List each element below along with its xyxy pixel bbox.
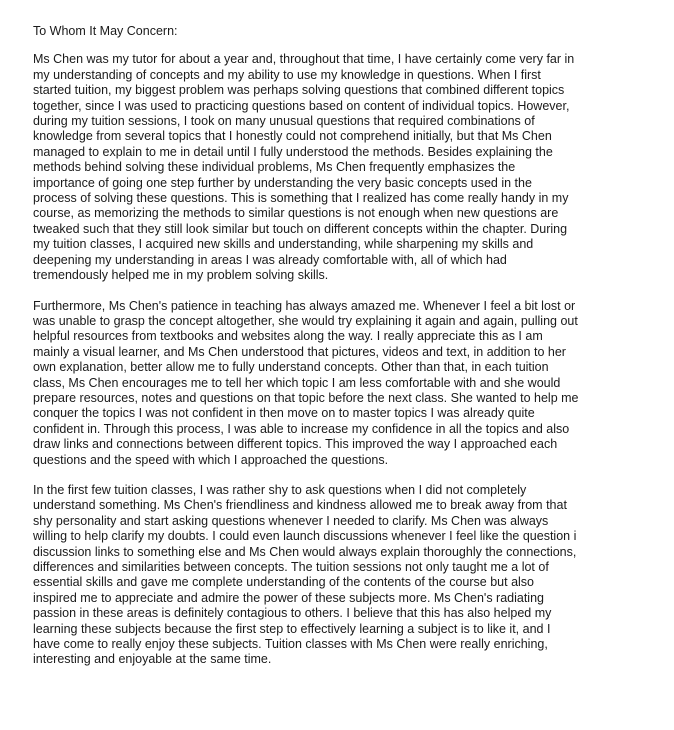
text-line: Furthermore, Ms Chen's patience in teaching has always amazed me. Whenever I feel a bit lost or xyxy=(33,298,576,313)
text-line: managed to explain to me in detail until I fully understood the methods. Besides explaining the xyxy=(33,144,553,159)
text-line: my understanding of concepts and my ability to use my knowledge in questions. When I first xyxy=(33,67,541,82)
text-line: conquer the topics I was not confident in then move on to master topics I was already quite xyxy=(33,406,535,421)
text-line: interesting and enjoyable at the same time. xyxy=(33,652,272,667)
text-line: deepening my understanding in areas I was already comfortable with, all of which had xyxy=(33,252,507,267)
text-line: process of solving these questions. This is something that I realized has come really handy in my xyxy=(33,191,569,206)
text-line: learning these subjects because the first step to effectively learning a subject is to like it, and I xyxy=(33,621,551,636)
text-line: shy personality and start asking questions whenever I needed to clarify. Ms Chen was always xyxy=(33,513,549,528)
paragraph-1 xyxy=(33,52,655,283)
text-line: own explanation, better allow me to fully understand concepts. Other than that, in each tuition xyxy=(33,360,549,375)
text-line: draw links and connections between different topics. This improved the way I approached each xyxy=(33,437,558,452)
text-line: inspired me to appreciate and admire the power of these subjects more. Ms Chen's radiating xyxy=(33,590,544,605)
text-line: during my tuition sessions, I took on many unusual questions that required combinations of xyxy=(33,114,535,129)
paragraph-3 xyxy=(33,483,655,668)
text-line: In the first few tuition classes, I was rather shy to ask questions when I did not completely xyxy=(33,482,527,497)
text-line: course, as memorizing the methods to similar questions is not enough when new questions are xyxy=(33,206,559,221)
text-line: knowledge from several topics that I honestly could not comprehend initially, but that Ms Chen xyxy=(33,129,552,144)
text-line: differences and similarities between concepts. The tuition sessions not only taught me a lot of xyxy=(33,560,549,574)
text-line: started tuition, my biggest problem was perhaps solving questions that combined different topics xyxy=(33,83,565,98)
text-line: methods behind solving these individual problems, Ms Chen frequently emphasizes the xyxy=(33,160,516,175)
text-line: prepare resources, notes and questions on that topic before the next class. She wanted to help me xyxy=(33,390,579,405)
text-line: Ms Chen was my tutor for about a year and, throughout that time, I have certainly come very far in xyxy=(33,52,575,67)
text-line: discussion links to something else and Ms Chen would always explain thoroughly the connections, xyxy=(33,544,577,559)
text-line: essential skills and gave me complete understanding of the contents of the course but also xyxy=(33,575,534,590)
text-line: understand something. Ms Chen's friendliness and kindness allowed me to break away from that xyxy=(33,498,567,513)
text-line: was unable to grasp the concept altogether, she would try explaining it again and again, pulling out xyxy=(33,313,578,328)
text-line: helpful resources from textbooks and websites along the way. I really appreciate this as I am xyxy=(33,329,543,344)
text-line: together, since I was used to practicing questions based on content of individual topics. However, xyxy=(33,98,570,113)
text-line: tweaked such that they still look similar but touch on different concepts within the chapter. During xyxy=(33,221,568,236)
text-line: class, Ms Chen encourages me to tell her which topic I am less comfortable with and she would xyxy=(33,375,561,390)
text-line: questions and the speed with which I approached the questions. xyxy=(33,452,389,467)
text-line: tremendously helped me in my problem solving skills. xyxy=(33,268,329,283)
text-line: my tuition classes, I acquired new skills and understanding, while sharpening my skills and xyxy=(33,237,534,252)
text-line: passion in these areas is definitely contagious to others. I believe that this has also helped my xyxy=(33,606,552,621)
salutation: To Whom It May Concern: xyxy=(33,24,178,38)
text-line: willing to help clarify my doubts. I could even launch discussions whenever I feel like the question i xyxy=(33,529,577,544)
text-line: importance of going one step further by understanding the very basic concepts used in the xyxy=(33,175,532,190)
paragraph-2 xyxy=(33,299,655,468)
text-line: confident in. Through this process, I was able to increase my confidence in all the topics and also xyxy=(33,421,570,436)
letter-body xyxy=(33,24,655,683)
text-line: have come to really enjoy these subjects. Tuition classes with Ms Chen were really enriching, xyxy=(33,637,548,652)
text-line: mainly a visual learner, and Ms Chen understood that pictures, videos and text, in addition to her xyxy=(33,344,566,359)
